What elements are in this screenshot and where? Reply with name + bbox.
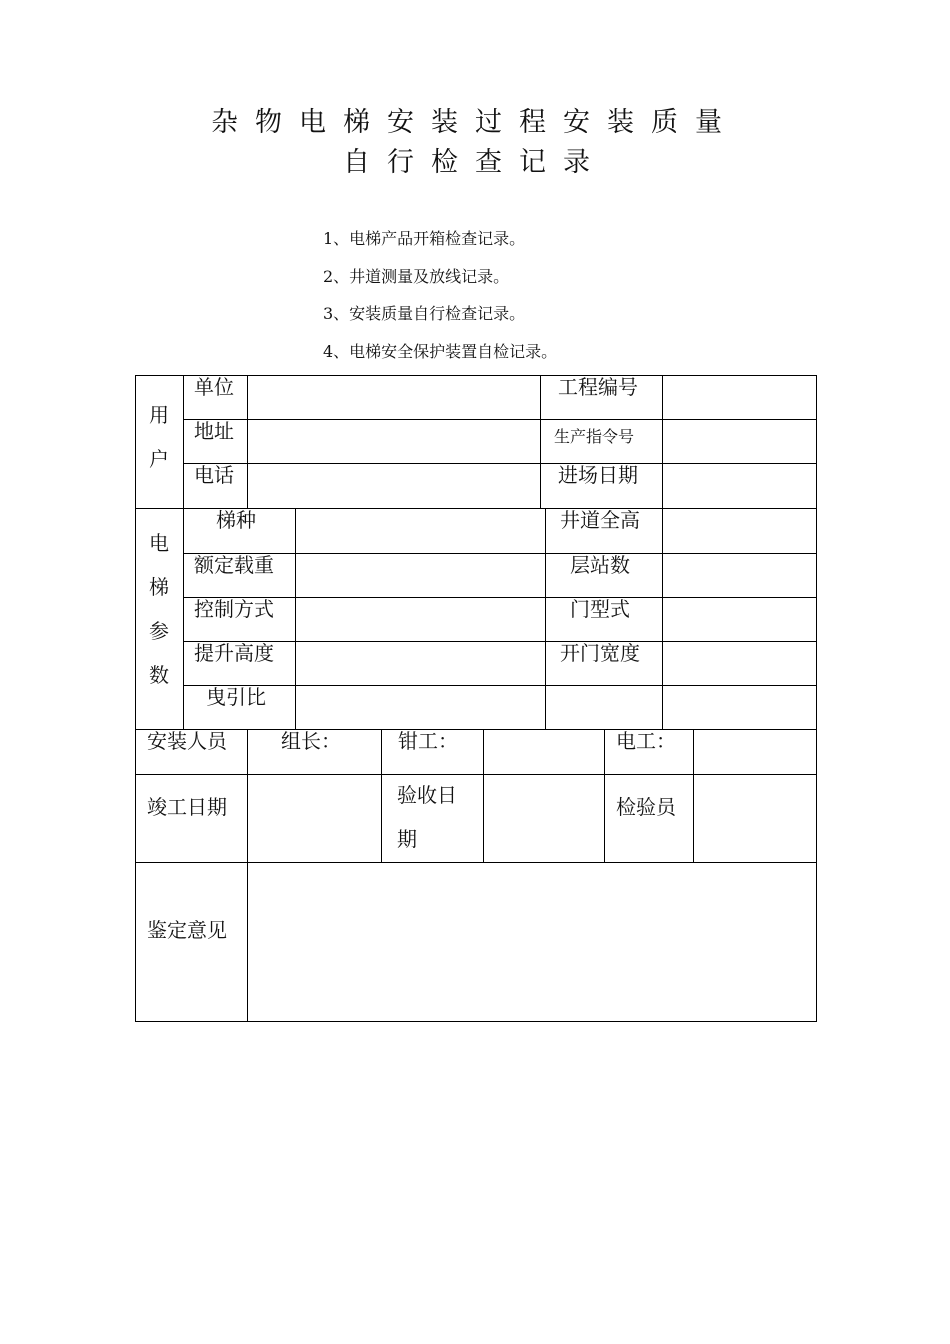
table-rule [540, 375, 541, 508]
table-rule [183, 419, 817, 420]
document-title-line1: 杂物电梯安装过程安装质量 [211, 107, 739, 138]
contents-item: 4、电梯安全保护装置自检记录。 [323, 341, 558, 361]
table-rule [545, 508, 546, 729]
document-title-line2: 自行检查记录 [343, 147, 607, 178]
contents-list [323, 225, 557, 375]
contents-item: 2、井道测量及放线记录。 [323, 266, 510, 286]
shaft-height-label: 井道全高 [560, 508, 640, 532]
table-rule [247, 729, 248, 1021]
table-rule [381, 729, 382, 862]
contents-item: 3、安装质量自行检查记录。 [323, 304, 526, 323]
project-no-label: 工程编号 [558, 375, 638, 399]
table-rule [183, 553, 817, 554]
table-rule [183, 641, 817, 642]
table-rule [483, 729, 484, 862]
table-rule [662, 375, 663, 729]
control-label: 控制方式 [194, 597, 274, 621]
table-rule [816, 375, 817, 1022]
user-group-label: 用户 [149, 403, 169, 471]
height-label: 提升高度 [194, 641, 274, 665]
table-rule [135, 729, 817, 730]
unit-label: 单位 [194, 375, 234, 399]
address-label: 地址 [194, 419, 234, 443]
order-no-label: 生产指令号 [554, 427, 635, 446]
table-rule [135, 862, 817, 863]
floors-label: 层站数 [570, 553, 630, 577]
table-rule [247, 375, 248, 508]
type-label: 梯种 [216, 508, 256, 532]
table-rule [604, 729, 605, 862]
table-rule [135, 1021, 817, 1022]
table-rule [183, 375, 184, 729]
table-rule [183, 685, 817, 686]
table-rule [693, 729, 694, 862]
table-rule [135, 375, 817, 376]
table-rule [135, 774, 817, 775]
opinion-label: 鉴定意见 [147, 918, 227, 942]
load-label: 额定载重 [194, 553, 274, 577]
params-group-text: 电梯参数 [149, 531, 169, 687]
contents-item: 1、电梯产品开箱检查记录。 [323, 229, 526, 248]
completion-date-label: 竣工日期 [147, 795, 227, 819]
electrician-label: 电工： [616, 729, 676, 753]
inspector-label: 检验员 [616, 795, 676, 819]
table-rule [135, 375, 136, 1022]
fitter-label: 钳工： [398, 729, 458, 753]
table-rule [295, 508, 296, 729]
table-rule [183, 463, 817, 464]
acceptance-date-text: 验收日期 [397, 783, 457, 851]
acceptance-date-label [397, 773, 467, 861]
door-type-label: 门型式 [570, 597, 630, 621]
ratio-label: 曳引比 [206, 685, 266, 709]
params-group-label [146, 521, 172, 697]
leader-label: 组长： [281, 729, 341, 753]
staff-label: 安装人员 [147, 729, 227, 753]
phone-label: 电话 [194, 463, 234, 487]
table-rule [183, 597, 817, 598]
door-width-label: 开门宽度 [560, 641, 640, 665]
entry-date-label: 进场日期 [558, 463, 638, 487]
inspection-form-table [135, 375, 817, 1022]
